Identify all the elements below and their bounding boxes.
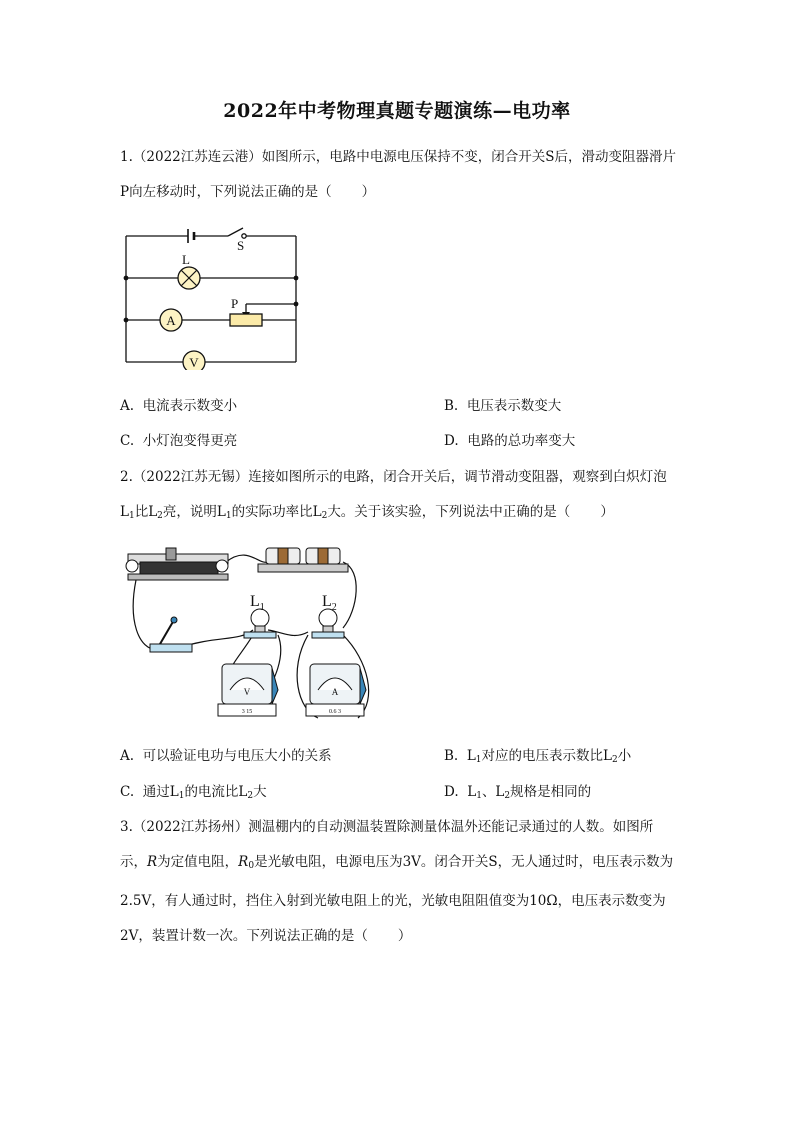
q1-option-c[interactable]: C. 小灯泡变得更亮 (120, 433, 238, 449)
ammeter-label: A (166, 313, 176, 328)
figure-label-l2: $L_2$ (322, 593, 337, 613)
q2-option-d[interactable]: D. $L_1$、$L_2$规格是相同的 (444, 784, 592, 801)
q2-source: （2022江苏无锡） (132, 469, 249, 485)
q1-option-d[interactable]: D. 电路的总功率变大 (444, 433, 576, 449)
q1-number: 1. (120, 149, 133, 165)
page-title: 2022年中考物理真题专题演练—电功率 (223, 100, 571, 122)
switch-label: S (237, 238, 245, 253)
q1-option-b[interactable]: B. 电压表示数变大 (444, 398, 562, 414)
bulb-l2-icon (312, 609, 344, 638)
q2-option-c[interactable]: C. 通过$L_1$的电流比$L_2$大 (120, 784, 267, 801)
ammeter-face-label: A (331, 687, 339, 697)
question-2-stem: 2.（2022江苏无锡）连接如图所示的电路，闭合开关后，调节滑动变阻器，观察到白炽灯泡$L_1$比$L_2$亮，说明$L_1$的实际功率比$L_2$大。关于该实验，下列说法中正确的是（ ） (120, 469, 667, 521)
q2-experiment-illustration (118, 540, 380, 725)
q1-close: ） (361, 184, 376, 200)
bulb-l1-icon (244, 609, 276, 638)
voltmeter-scale-label: 3 15 (241, 709, 253, 715)
battery-box-icon (258, 548, 348, 572)
voltmeter-face-label: V (243, 687, 251, 697)
lamp-label: L (182, 252, 190, 267)
voltmeter-label: V (189, 355, 199, 370)
question-1-stem (120, 140, 680, 210)
question-3-stem: 3.（2022江苏扬州）测温棚内的自动测温装置除测量体温外还能记录通过的人数。如图所示，R为定值电阻，$R_0$是光敏电阻，电源电压为3V。闭合开关S，无人通过时，电压表示数为2.5V，有人通过时，挡住入射到光敏电阻上的光，光敏电阻阻值变为10Ω，电压表示数变为2V，装置计数一次。下列说法正确的是（ ） (120, 819, 674, 944)
slider-label: P (231, 296, 239, 311)
ammeter-scale-label: 0.6 3 (329, 709, 341, 715)
q1-option-a[interactable]: A. 电流表示数变小 (120, 398, 238, 414)
q3-source: （2022江苏扬州） (132, 819, 249, 835)
q1-circuit-diagram (118, 222, 308, 370)
q2-option-a[interactable]: A. 可以验证电功与电压大小的关系 (120, 748, 332, 764)
figure-label-l1: $L_1$ (250, 593, 265, 613)
knife-switch-icon (150, 617, 192, 652)
rheostat-icon (126, 548, 228, 580)
q1-source: （2022江苏连云港） (132, 149, 262, 165)
q1-text: 如图所示，电路中电源电压保持不变，闭合开关S后，滑动变阻器滑片P向左移动时，下列说法正确的是（ (120, 149, 676, 200)
q2-option-b[interactable]: B. $L_1$对应的电压表示数比$L_2$小 (444, 748, 632, 765)
